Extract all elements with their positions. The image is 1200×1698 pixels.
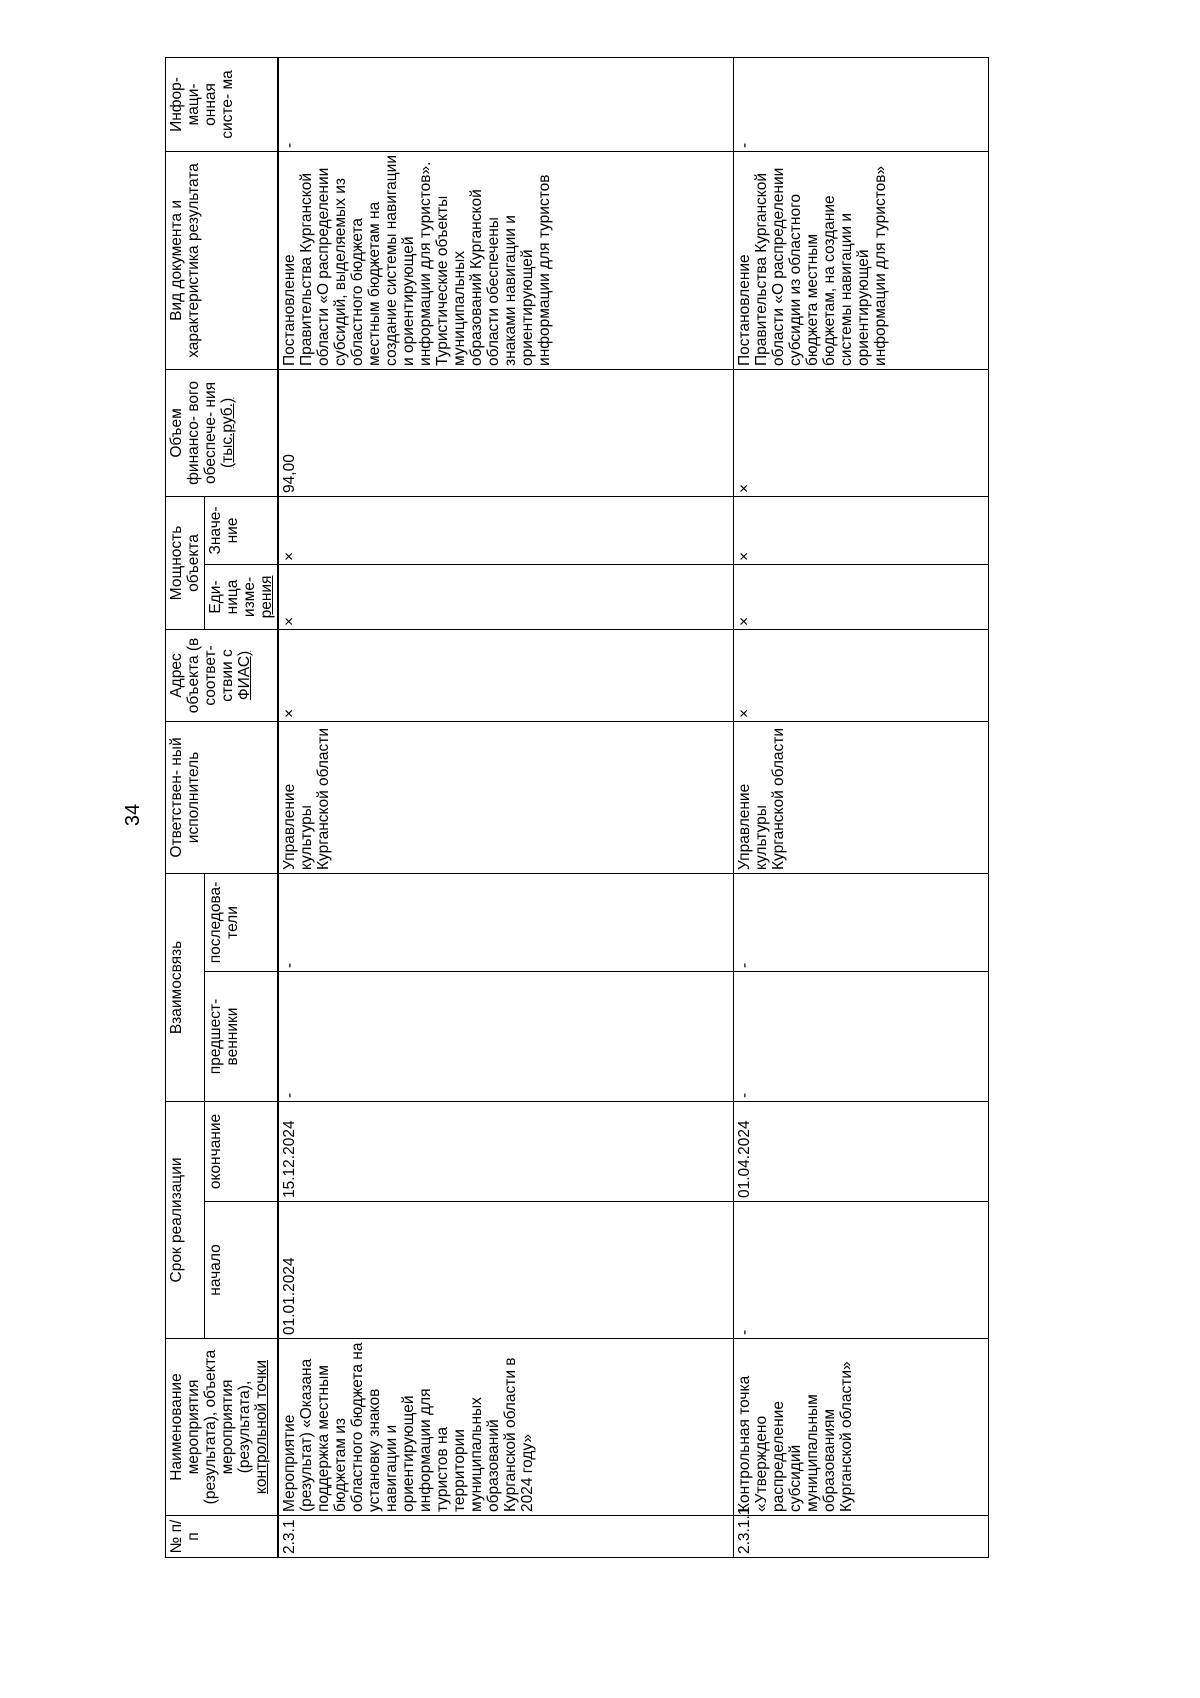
row-end: 15.12.2024 <box>278 1101 733 1201</box>
header-term: Срок реализации <box>166 1101 205 1338</box>
row-end: 01.04.2024 <box>733 1101 988 1201</box>
header-name-text: Наименование мероприятия (результата), объекта мероприятия (результата), <box>168 1349 253 1505</box>
header-cap-value: Значе- ние <box>205 496 279 564</box>
header-responsible: Ответствен- ный исполнитель <box>166 721 279 873</box>
row-address: × <box>733 629 988 721</box>
header-term-start: начало <box>205 1202 279 1339</box>
header-capacity: Мощность объекта <box>166 496 205 629</box>
row-doc: Постановление Правительства Курганской области «О распределении субсидий, выделяемых из областного бюджета местным бюджетам на создание системы навигации и ориентирующей информации для туристов». Туристические объекты муниципальных образований Курганской области обеспечены знаками навигации и ориентирующей информации для туристов <box>278 151 733 369</box>
header-cap-unit <box>205 564 279 629</box>
row-pred: - <box>278 971 733 1101</box>
row-unit: × <box>733 564 988 629</box>
header-finance-text: Объем финансо- вого обеспече- ния <box>168 381 219 485</box>
table-row <box>278 57 733 1557</box>
header-relation: Взаимосвязь <box>166 873 205 1101</box>
header-name-underlined: контрольной точки <box>253 1359 270 1495</box>
header-cap-unit-text: Еди- ница изме- <box>207 576 258 618</box>
row-unit: × <box>278 564 733 629</box>
row-pred: - <box>733 971 988 1101</box>
row-info: - <box>278 57 733 151</box>
header-address-underlined: ФИАС) <box>236 650 253 701</box>
header-address <box>166 629 279 721</box>
header-num: № п/п <box>166 1516 279 1558</box>
row-value: × <box>733 496 988 564</box>
row-succ: - <box>733 873 988 971</box>
row-doc: Постановление Правительства Курганской области «О распределении субсидии из областного бюджета местным бюджетам, на создание системы навигации и ориентирующей информации для туристов» <box>733 151 988 369</box>
row-finance: 94,00 <box>278 369 733 496</box>
header-doc-type: Вид документа и характеристика результата <box>166 151 279 369</box>
page-number: 34 <box>121 803 144 827</box>
header-term-end: окончание <box>205 1101 279 1201</box>
row-info: - <box>733 57 988 151</box>
row-start: 01.01.2024 <box>278 1202 733 1339</box>
header-row-1 <box>166 57 205 1557</box>
row-address: × <box>278 629 733 721</box>
implementation-plan-table <box>165 57 989 1558</box>
header-finance <box>166 369 279 496</box>
row-name: Мероприятие (результат) «Оказана поддержка местным бюджетам из областного бюджета на установку знаков навигации и ориентирующей информации для туристов на территории муниципальных образований Курганской области в 2024 году» <box>278 1339 733 1516</box>
rotated-table-container <box>165 58 1085 1558</box>
row-start: - <box>733 1202 988 1339</box>
table-row <box>733 57 988 1557</box>
header-finance-underlined: (тыс.руб.) <box>219 397 236 469</box>
row-succ: - <box>278 873 733 971</box>
row-num: 2.3.1 <box>278 1516 733 1558</box>
header-address-text: Адрес объекта (в соответ- ствии с <box>168 637 236 714</box>
row-responsible: Управление культуры Курганской области <box>278 721 733 873</box>
header-info-system: Инфор- маци- онная систе- ма <box>166 57 279 151</box>
header-rel-succ: последова- тели <box>205 873 279 971</box>
row-name: Контрольная точка «Утверждено распределение субсидий муниципальным образованиям Курганской области» <box>733 1339 988 1516</box>
row-value: × <box>278 496 733 564</box>
header-name <box>166 1339 279 1516</box>
row-num: 2.3.1.1 <box>733 1516 988 1558</box>
header-rel-pred: предшест- венники <box>205 971 279 1101</box>
header-cap-unit-underlined: рения <box>258 575 275 619</box>
row-finance: × <box>733 369 988 496</box>
row-responsible: Управление культуры Курганской области <box>733 721 988 873</box>
